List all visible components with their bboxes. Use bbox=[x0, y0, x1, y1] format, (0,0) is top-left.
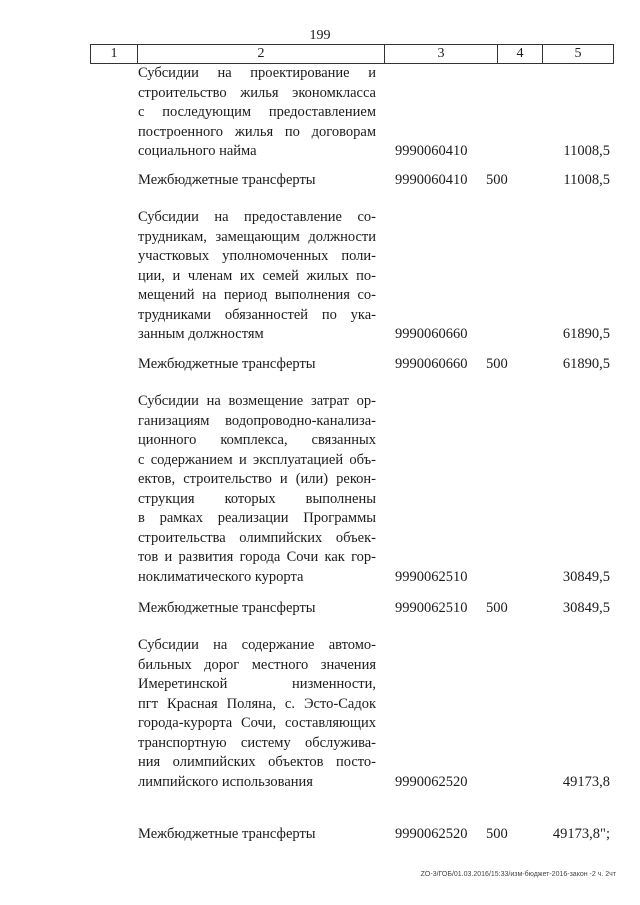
description-line: Межбюджетные трансферты bbox=[138, 356, 316, 372]
description-line: Межбюджетные трансферты bbox=[138, 172, 316, 188]
table-row bbox=[0, 208, 640, 345]
description-line: тов и развития города Сочи как гор- bbox=[138, 549, 376, 565]
row-description bbox=[138, 208, 376, 345]
row-code: 9990060410 bbox=[395, 143, 468, 159]
row-description bbox=[138, 64, 376, 162]
description-line: пгт Красная Поляна, с. Эсто-Садок bbox=[138, 695, 376, 712]
description-line: с содержанием и эксплуатацией объ- bbox=[138, 451, 376, 468]
description-line: занным должностям bbox=[138, 326, 264, 342]
footer-stamp: ZO-3/ГОБ/01.03.2016/15:33/изм-бюджет-2016-закон -2 ч. 2чт bbox=[420, 871, 616, 878]
description-line: ектов, строительство и (или) рекон- bbox=[138, 471, 376, 487]
header-col-2: 2 bbox=[138, 45, 385, 63]
row-amount: 30849,5 bbox=[562, 568, 610, 585]
header-col-5: 5 bbox=[574, 46, 582, 61]
row-amount: 30849,5 bbox=[562, 600, 610, 616]
description-line: транспортную систему обслужива- bbox=[138, 734, 376, 751]
description-line: Субсидии на содержание автомо- bbox=[138, 637, 376, 653]
description-line: Межбюджетные трансферты bbox=[138, 826, 316, 842]
description-line: социального найма bbox=[138, 143, 257, 159]
row-amount: 11008,5 bbox=[563, 172, 610, 188]
table-row bbox=[0, 599, 640, 619]
table-row bbox=[0, 355, 640, 375]
description-line: трудниками обязанностей по ука- bbox=[138, 306, 376, 323]
description-line: строительства олимпийских объек- bbox=[138, 529, 376, 546]
description-line: Субсидии на возмещение затрат ор- bbox=[138, 393, 376, 409]
row-amount: 11008,5 bbox=[563, 143, 610, 159]
description-line: лимпийского использования bbox=[138, 773, 313, 790]
header-col-3: 3 bbox=[385, 45, 498, 63]
row-description bbox=[138, 171, 376, 191]
table-header bbox=[90, 44, 614, 64]
description-line: ции, и членам их семей жилых по- bbox=[138, 267, 376, 284]
row-description bbox=[138, 355, 376, 375]
description-line: участковых уполномоченных поли- bbox=[138, 248, 376, 264]
row-code: 9990062520 bbox=[395, 773, 468, 790]
row-code: 9990062520 bbox=[395, 826, 468, 842]
table-row bbox=[0, 392, 640, 587]
table-row bbox=[0, 171, 640, 191]
description-line: ционного комплекса, связанных bbox=[138, 432, 376, 448]
row-amount: 49173,8"; bbox=[552, 826, 610, 842]
row-code: 9990062510 bbox=[395, 568, 468, 585]
description-line: Имеретинской низменности, bbox=[138, 676, 376, 692]
description-line: Субсидии на проектирование и bbox=[138, 65, 376, 81]
table-row bbox=[0, 64, 640, 162]
row-code: 9990060660 bbox=[395, 326, 468, 342]
description-line: трудникам, замещающим должности bbox=[138, 228, 376, 245]
description-line: струкция которых выполнены bbox=[138, 490, 376, 507]
description-line: ганизациям водопроводно-канализа- bbox=[138, 412, 376, 429]
row-description bbox=[138, 636, 376, 792]
description-line: ния олимпийских объектов посто- bbox=[138, 754, 376, 770]
table-row bbox=[0, 825, 640, 845]
description-line: в рамках реализации Программы bbox=[138, 510, 376, 526]
row-description bbox=[138, 825, 376, 845]
row-code: 9990062510 bbox=[395, 600, 468, 616]
description-line: Субсидии на предоставление со- bbox=[138, 209, 376, 225]
row-vr: 500 bbox=[486, 826, 508, 842]
row-code: 9990060660 bbox=[395, 356, 468, 372]
description-line: с последующим предоставлением bbox=[138, 104, 376, 120]
row-vr: 500 bbox=[486, 600, 508, 616]
description-line: Межбюджетные трансферты bbox=[138, 600, 316, 616]
table-row bbox=[0, 636, 640, 792]
row-description bbox=[138, 392, 376, 587]
description-line: построенного жилья по договорам bbox=[138, 123, 376, 140]
page-number: 199 bbox=[309, 28, 331, 43]
header-col-4: 4 bbox=[498, 45, 543, 63]
row-description bbox=[138, 599, 376, 619]
row-vr: 500 bbox=[486, 356, 508, 372]
description-line: ноклиматического курорта bbox=[138, 568, 304, 585]
row-code: 9990060410 bbox=[395, 172, 468, 188]
row-vr: 500 bbox=[486, 172, 508, 188]
description-line: города-курорта Сочи, составляющих bbox=[138, 715, 376, 731]
row-amount: 61890,5 bbox=[562, 326, 610, 342]
row-amount: 61890,5 bbox=[562, 356, 610, 372]
description-line: строительство жилья экономкласса bbox=[138, 84, 376, 101]
row-amount: 49173,8 bbox=[562, 773, 610, 790]
description-line: бильных дорог местного значения bbox=[138, 656, 376, 673]
header-col-1: 1 bbox=[91, 45, 138, 63]
description-line: мещений на период выполнения со- bbox=[138, 287, 376, 303]
